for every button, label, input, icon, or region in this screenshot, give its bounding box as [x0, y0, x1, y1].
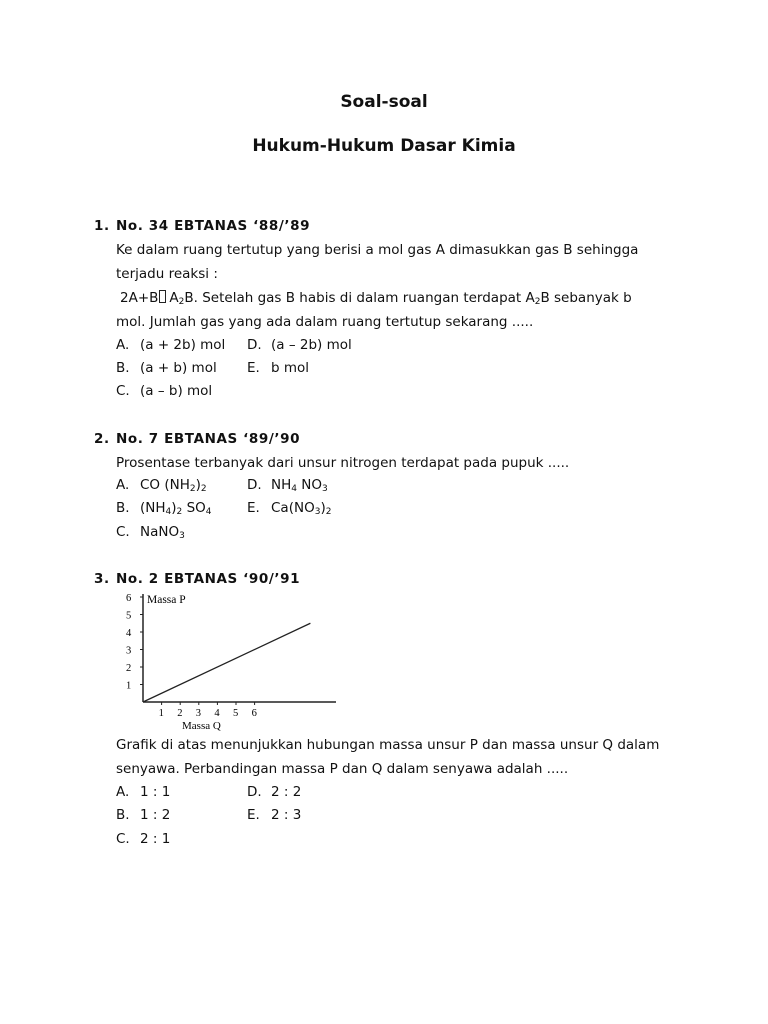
question-1-text-line-2: terjadu reaksi : — [116, 266, 218, 282]
q2-option-e[interactable] — [247, 500, 331, 517]
question-2-header — [94, 431, 300, 447]
option-text: SO — [182, 500, 206, 516]
option-label: C. — [116, 524, 130, 540]
x-tick-label: 6 — [251, 708, 257, 719]
q3-option-e[interactable] — [247, 807, 301, 823]
option-text: (a + 2b) mol — [140, 337, 226, 353]
option-text: b mol — [271, 360, 310, 376]
option-text: (a – 2b) mol — [271, 337, 352, 353]
q2-option-a[interactable] — [116, 477, 207, 494]
option-text: (a + b) mol — [140, 360, 217, 376]
option-subscript: 4 — [165, 507, 172, 517]
option-label: D. — [247, 337, 262, 353]
reaction-reactants: 2A+B — [120, 290, 159, 306]
x-tick-label: 2 — [177, 708, 183, 719]
y-tick-label: 1 — [126, 680, 132, 692]
option-subscript: 3 — [314, 507, 321, 517]
option-label: C. — [116, 383, 130, 399]
option-label: E. — [247, 500, 260, 516]
reaction-product-subscript: 2 — [178, 297, 185, 307]
reaction-product: A — [169, 290, 179, 306]
option-text: ) — [320, 500, 326, 516]
question-2-text-line-1: Prosentase terbanyak dari unsur nitrogen terdapat pada pupuk ..... — [116, 455, 570, 471]
option-text: ) — [171, 500, 177, 516]
option-text: 1 : 2 — [140, 807, 171, 823]
question-3-source: No. 2 EBTANAS ‘90/’91 — [116, 571, 301, 587]
option-text: 2 : 2 — [271, 784, 302, 800]
q3-option-c[interactable] — [116, 831, 170, 847]
option-text: 2 : 1 — [140, 831, 171, 847]
y-axis-label: Massa P — [147, 594, 186, 606]
q2-option-c[interactable] — [116, 524, 185, 541]
series-line — [143, 623, 310, 702]
question-3-header — [94, 571, 300, 587]
page-subtitle: Hukum-Hukum Dasar Kimia — [252, 136, 516, 156]
question-2-number: 2. — [94, 431, 110, 447]
q1-option-d[interactable] — [247, 337, 352, 353]
option-label: A. — [116, 784, 130, 800]
page-title: Soal-soal — [340, 92, 428, 112]
option-subscript: 2 — [200, 484, 207, 494]
y-tick-label: 5 — [126, 610, 132, 622]
y-tick-label: 3 — [126, 645, 132, 657]
mass-graph — [116, 588, 342, 732]
option-subscript: 2 — [189, 484, 196, 494]
question-3-number: 3. — [94, 571, 110, 587]
option-label: D. — [247, 477, 262, 493]
y-tick-label: 4 — [126, 628, 132, 639]
option-subscript: 2 — [325, 507, 332, 517]
question-1-header — [94, 218, 310, 234]
option-text: (NH — [140, 500, 166, 516]
question-2-source: No. 7 EBTANAS ‘89/’90 — [116, 431, 301, 447]
option-subscript: 4 — [291, 484, 297, 494]
reaction-text-end: B sebanyak b — [540, 290, 632, 306]
option-label: E. — [247, 807, 260, 823]
option-text: NH — [271, 477, 292, 493]
x-tick-label: 4 — [214, 708, 220, 719]
question-1-text-line-1: Ke dalam ruang tertutup yang berisi a mol gas A dimasukkan gas B sehingga — [116, 242, 639, 258]
option-text: CO (NH — [140, 477, 190, 493]
option-subscript: 4 — [205, 507, 212, 517]
y-tick-label: 2 — [126, 663, 132, 674]
reaction-arrow-missing-glyph-icon — [159, 290, 166, 303]
option-subscript: 3 — [322, 484, 328, 494]
q1-option-b[interactable] — [116, 360, 217, 376]
question-1-source: No. 34 EBTANAS ‘88/’89 — [116, 218, 311, 234]
option-text: Ca(NO — [271, 500, 315, 516]
y-tick-label: 6 — [126, 593, 132, 604]
question-1-number: 1. — [94, 218, 110, 234]
question-1-reaction-line — [120, 290, 632, 307]
question-3-text-line-2: senyawa. Perbandingan massa P dan Q dalam senyawa adalah ..... — [116, 761, 569, 777]
x-axis-label: Massa Q — [182, 720, 221, 732]
option-label: C. — [116, 831, 130, 847]
option-subscript: 2 — [176, 507, 183, 517]
q3-option-b[interactable] — [116, 807, 170, 823]
option-text: 1 : 1 — [140, 784, 171, 800]
option-label: A. — [116, 477, 130, 493]
option-text: ) — [195, 477, 201, 493]
x-tick-label: 3 — [195, 708, 202, 719]
question-1-text-line-4: mol. Jumlah gas yang ada dalam ruang tertutup sekarang ..... — [116, 314, 534, 330]
reaction-text: B. Setelah gas B habis di dalam ruangan terdapat A — [184, 290, 535, 306]
option-text: NO — [296, 477, 323, 493]
q1-option-e[interactable] — [247, 360, 309, 376]
option-label: B. — [116, 807, 130, 823]
option-text: 2 : 3 — [271, 807, 302, 823]
q2-option-b[interactable] — [116, 500, 212, 517]
q2-option-d[interactable] — [247, 477, 328, 494]
option-label: E. — [247, 360, 260, 376]
option-text: NaNO — [140, 524, 180, 540]
option-label: B. — [116, 360, 130, 376]
question-3-text-line-1: Grafik di atas menunjukkan hubungan massa unsur P dan massa unsur Q dalam — [116, 737, 660, 753]
x-tick-label: 5 — [233, 708, 239, 719]
x-tick-label: 1 — [158, 708, 164, 719]
option-label: D. — [247, 784, 262, 800]
option-label: B. — [116, 500, 130, 516]
q1-option-a[interactable] — [116, 337, 225, 353]
q3-option-d[interactable] — [247, 784, 301, 800]
option-text: (a – b) mol — [140, 383, 213, 399]
option-subscript: 3 — [179, 531, 185, 541]
q3-option-a[interactable] — [116, 784, 170, 800]
reaction-text-subscript: 2 — [534, 297, 541, 307]
q1-option-c[interactable] — [116, 383, 212, 399]
option-label: A. — [116, 337, 130, 353]
